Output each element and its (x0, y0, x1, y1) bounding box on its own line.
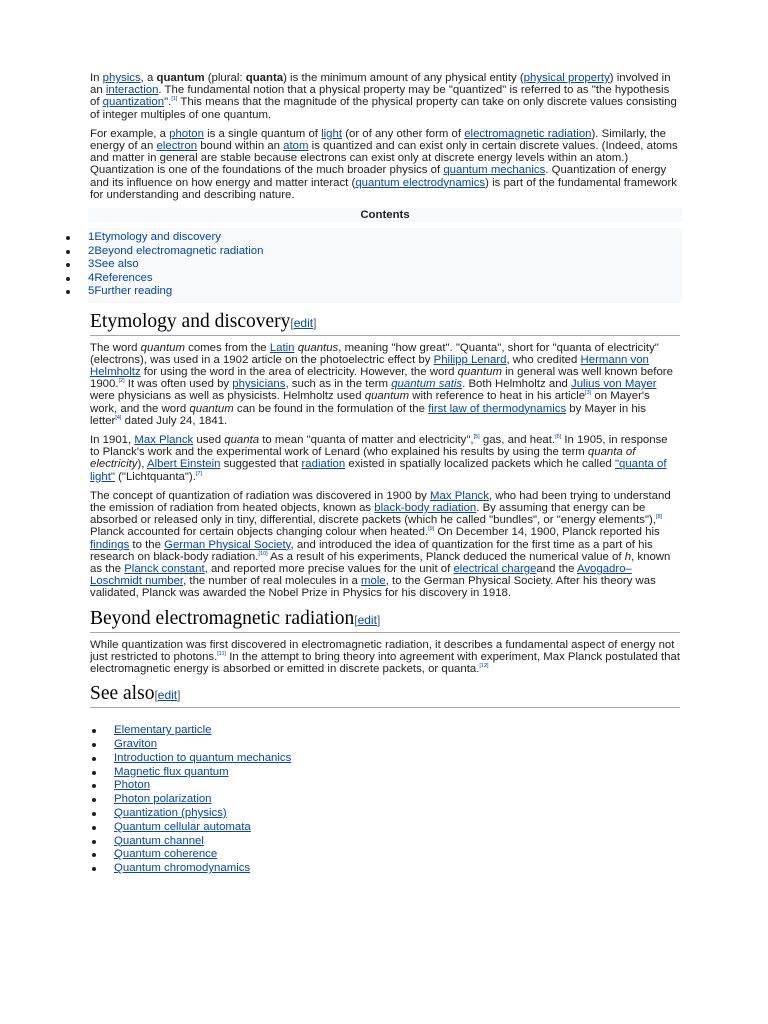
text: , such as in the term (285, 378, 392, 391)
see-also-link[interactable]: Quantization (physics) (114, 806, 227, 819)
edit-link[interactable]: edit (157, 688, 178, 703)
text: . Quantization of energy and its influence on how energy and matter interact ( (90, 164, 667, 189)
citation-4[interactable]: [4] (115, 414, 122, 421)
citation-11[interactable]: [11] (217, 651, 227, 657)
text: to the (129, 538, 165, 551)
link-quantum-mechanics[interactable]: quantum mechanics (443, 164, 546, 177)
text: comes from the (184, 341, 270, 354)
text: gas, and heat. (479, 433, 556, 446)
etymology-paragraph-3 (90, 490, 680, 600)
text: were physicians as well as physicists. Helmholtz used (90, 390, 365, 403)
italic-term: quantum (140, 341, 185, 354)
text: used (193, 433, 225, 446)
link-black-body-radiation[interactable]: black-body radiation (374, 501, 477, 514)
italic-term: quantus (297, 341, 339, 354)
list-item (114, 738, 680, 752)
text: , who had been trying to understand the emission of radiation from heated objects, known as (90, 489, 671, 514)
text: This means that the magnitude of the physical property can take on only discrete values consisting of integer multiples of one quantum. (90, 96, 677, 121)
text: existed in spatially localized packets which he called (345, 458, 615, 471)
link-interaction[interactable]: interaction (105, 84, 159, 97)
citation-2[interactable]: [2] (118, 378, 125, 385)
link-german-physical-society[interactable]: German Physical Society (164, 538, 291, 551)
citation-1[interactable]: [1] (171, 96, 178, 103)
etymology-paragraph-2 (90, 434, 680, 483)
citation-6[interactable]: [6] (555, 434, 562, 441)
italic-term: h (624, 550, 632, 563)
see-also-link[interactable]: Introduction to quantum mechanics (114, 751, 292, 764)
citation-3[interactable]: [3] (585, 390, 592, 397)
see-also-link[interactable]: Quantum cellular automata (114, 820, 251, 833)
text: In 1901, (90, 433, 135, 446)
link-electrical-charge[interactable]: electrical charge (453, 562, 537, 575)
see-also-link[interactable]: Elementary particle (114, 724, 212, 737)
heading-text: Etymology and discovery (90, 310, 291, 332)
text: ". (164, 96, 172, 109)
link-avogadro-loschmidt[interactable]: Avogadro–Loschmidt number (90, 562, 632, 588)
text: and the (536, 562, 577, 575)
link-philipp-lenard[interactable]: Philipp Lenard (433, 353, 507, 366)
text: , and introduced the idea of quantization for the first time as a part of his research on black-body radiation. (90, 538, 653, 563)
text: The word (90, 341, 141, 354)
section-heading-see-also (90, 683, 680, 708)
text: , a (140, 72, 157, 84)
text: is quantized and can exist only in certain discrete values. (Indeed, atoms and matter in general are stable because electrons can exist only at discrete energy levels within an atom.) Quantization is one of the foundations of the much broader physics of (90, 140, 678, 177)
link-findings[interactable]: findings (90, 538, 130, 551)
section-heading-beyond (90, 608, 680, 633)
list-item (114, 779, 680, 793)
text: is a single quantum of (203, 127, 322, 140)
toc-item-label[interactable]: 2Beyond electromagnetic radiation (88, 244, 264, 257)
text: . By assuming that energy can be absorbed or released only in tiny, differential, discrete packets (which he called "bundles", or "energy elements"), (90, 501, 656, 527)
heading-text: See also (90, 683, 155, 705)
link-helmholtz[interactable]: Hermann von Helmholtz (90, 353, 649, 378)
list-item (114, 766, 680, 780)
text: bound within an (197, 140, 284, 153)
text: ), (137, 458, 147, 471)
toc-title: Contents (88, 208, 682, 222)
edit-section: [edit] (154, 688, 181, 703)
toc-item-label[interactable]: 5Further reading (88, 285, 173, 298)
link-physical-property[interactable]: physical property (523, 72, 610, 84)
link-light[interactable]: light (321, 127, 343, 140)
edit-section: [edit] (290, 315, 317, 330)
text: In the attempt to bring theory into agreement with experiment, Max Planck postulated that electromagnetic energy is absorbed or emitted in discrete packets, or quanta. (90, 650, 681, 675)
link-quanta-of-light[interactable]: "quanta of light" (90, 458, 667, 483)
italic-link-text[interactable]: quantum satis (391, 378, 463, 391)
see-also-link[interactable]: Photon (114, 779, 151, 792)
link-electron[interactable]: electron (156, 140, 198, 153)
see-also-link[interactable]: Quantum coherence (114, 848, 218, 861)
list-item (114, 752, 680, 766)
link-quantization[interactable]: quantization (102, 96, 165, 109)
list-item (114, 835, 680, 849)
italic-term: quantum (189, 402, 234, 415)
italic-term: quantum (457, 365, 502, 378)
text: ("Lichtquanta"). (114, 470, 196, 483)
link-photon[interactable]: photon (169, 127, 204, 140)
section-heading-etymology (90, 311, 680, 336)
citation-5[interactable]: [5] (473, 434, 480, 441)
text: It was often used by (124, 378, 233, 391)
citation-10[interactable]: [10] (258, 550, 268, 557)
link-planck-constant[interactable]: Planck constant (124, 562, 205, 575)
text: (plural: (204, 72, 246, 84)
toc-item-label[interactable]: 1Etymology and discovery (88, 231, 221, 244)
italic-term: quantum (364, 390, 410, 403)
intro-paragraph-2 (90, 128, 680, 201)
link-quantum-satis[interactable] (391, 378, 462, 390)
toc-item-see-also[interactable] (88, 258, 682, 272)
toc-item-label[interactable]: 4References (88, 271, 153, 284)
text: In 1905, in response to Planck's work and the experimental work of Lenard (who explained his results by using the term (90, 433, 668, 459)
edit-link[interactable]: edit (357, 612, 377, 627)
text: on Mayer's work, and the word (90, 390, 650, 415)
link-latin[interactable]: Latin (269, 341, 295, 354)
link-atom[interactable]: atom (283, 140, 309, 153)
list-item (114, 848, 680, 862)
article-body (90, 72, 680, 876)
list-item (114, 724, 680, 738)
list-item (114, 821, 680, 835)
text: , to the German Physical Society. After his theory was validated, Planck was awarded the Nobel Prize in Physics for his discovery in 1918. (90, 575, 656, 600)
link-first-law[interactable]: first law of thermodynamics (428, 402, 567, 415)
text: with reference to heat in his article (409, 390, 586, 403)
edit-section: [edit] (354, 612, 381, 627)
toc-item-further-reading[interactable] (88, 285, 682, 299)
text: dated July 24, 1841. (121, 414, 228, 427)
text: by Mayer in his letter (90, 402, 646, 427)
link-electromagnetic-radiation[interactable]: electromagnetic radiation (464, 127, 592, 140)
text: , and reported more precise values for the unit of (204, 562, 454, 575)
text: , who credited (506, 353, 581, 366)
italic-term: quanta (224, 433, 260, 446)
heading-text: Beyond electromagnetic radiation (90, 607, 355, 629)
toc-item-references[interactable] (88, 272, 682, 286)
etymology-paragraph-1 (90, 342, 680, 427)
text: ). Similarly, the energy of an (90, 127, 666, 153)
citation-8[interactable]: [8] (655, 514, 663, 521)
link-max-planck-2[interactable]: Max Planck (430, 489, 489, 502)
see-also-link[interactable]: Magnetic flux quantum (114, 765, 229, 778)
see-also-link[interactable]: Quantum chromodynamics (114, 862, 251, 875)
see-also-link[interactable]: Quantum channel (114, 834, 204, 847)
text: As a result of his experiments, Planck deduced the numerical value of (267, 550, 625, 563)
link-radiation[interactable]: radiation (301, 458, 346, 471)
see-also-link[interactable]: Graviton (114, 738, 158, 750)
text: in general was well known before 1900. (90, 365, 673, 391)
see-also-list (114, 724, 680, 876)
text: suggested that (220, 458, 302, 471)
text: For example, a (90, 127, 170, 140)
citation-7[interactable]: [7] (195, 470, 202, 477)
text: (or of any other form of (342, 127, 465, 140)
text: . Both Helmholtz and (462, 378, 572, 391)
toc-item-etymology[interactable] (88, 231, 682, 245)
text: to mean "quanta of matter and electricity", (259, 433, 474, 446)
table-of-contents (88, 228, 682, 303)
see-also-link[interactable]: Photon polarization (114, 793, 212, 806)
citation-12[interactable]: [12] (479, 663, 489, 670)
text: can be found in the formulation of the (233, 402, 429, 415)
beyond-paragraph-1 (90, 639, 680, 676)
toc-list (88, 231, 682, 299)
list-item (114, 807, 680, 821)
text: While quantization was first discovered in electromagnetic radiation, it describes a fundamental aspect of energy not just restricted to photons. (90, 638, 675, 663)
link-physicians[interactable]: physicians (232, 378, 286, 391)
toc-item-label[interactable]: 3See also (88, 258, 139, 271)
text: . The fundamental notion that a physical property may be "quantized" is referred to as "the hypothesis of (90, 84, 670, 109)
list-item (114, 862, 680, 876)
toc-item-beyond[interactable] (88, 245, 682, 259)
text: ) involved in an (90, 72, 671, 97)
link-physics[interactable]: physics (102, 72, 141, 84)
edit-link[interactable]: edit (293, 315, 314, 330)
text: ) is part of the fundamental framework for understanding and describing nature. (90, 176, 677, 201)
link-albert-einstein[interactable]: Albert Einstein (146, 458, 221, 471)
text: ) is the minimum amount of any physical entity ( (283, 72, 524, 84)
text: Planck accounted for certain objects changing colour when heated. (90, 526, 429, 539)
list-item (114, 793, 680, 807)
link-max-planck[interactable]: Max Planck (134, 433, 194, 446)
text: , meaning "how great". "Quanta", short for "quanta of electricity" (electrons), was used in a 1902 article on the photoelectric effect by (90, 341, 659, 366)
link-mole[interactable]: mole (361, 575, 386, 588)
bold-quanta: quanta (245, 72, 284, 84)
text: On December 14, 1900, Planck reported his (434, 526, 660, 539)
bold-quantum: quantum (156, 72, 205, 84)
citation-9[interactable]: [9] (428, 526, 435, 533)
link-julius-von-mayer[interactable]: Julius von Mayer (571, 378, 657, 391)
text: , the number of real molecules in a (183, 575, 361, 588)
link-quantum-electrodynamics[interactable]: quantum electrodynamics (355, 176, 486, 189)
text: In (90, 72, 103, 84)
text: The concept of quantization of radiation was discovered in 1900 by (90, 489, 431, 502)
text: , known as the (90, 550, 671, 575)
text: for using the word in the area of electricity. However, the word (140, 365, 458, 378)
italic-term: quanta of electricity (90, 446, 636, 471)
intro-paragraph-1 (90, 72, 680, 121)
